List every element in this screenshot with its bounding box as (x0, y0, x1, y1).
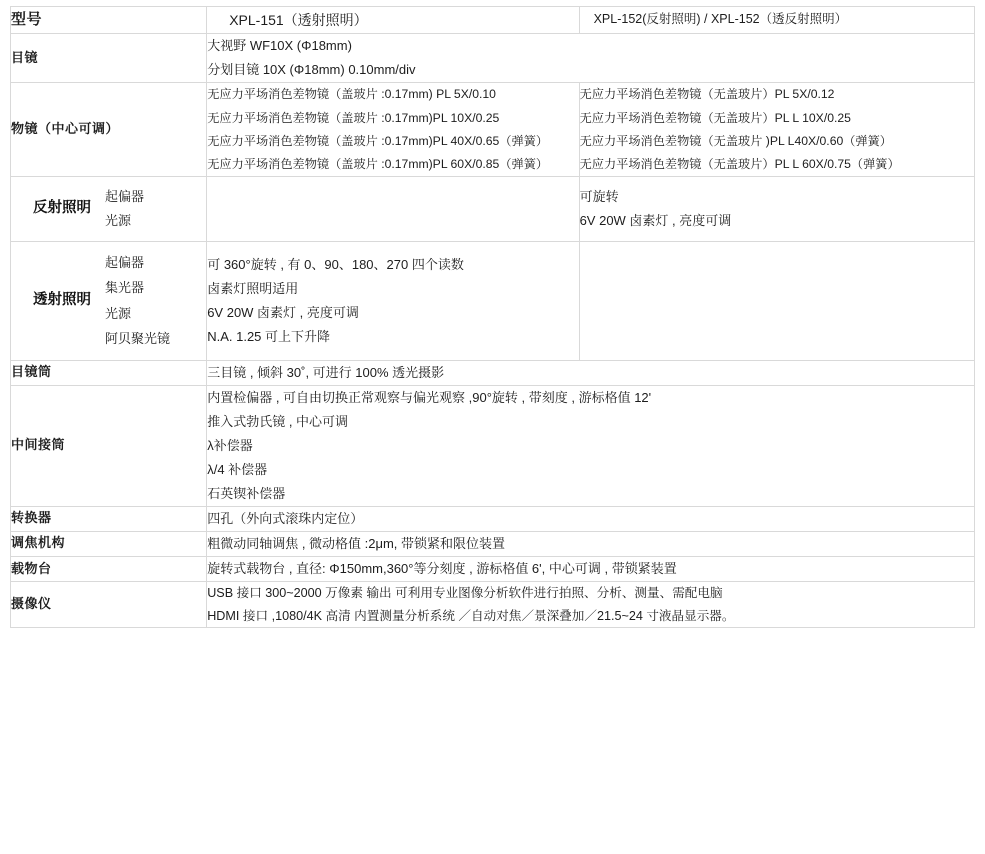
row-value-line: XPL-151（透射照明） (229, 11, 368, 28)
row-sublabels (105, 250, 170, 351)
row-value-line: 可旋转 (579, 189, 619, 205)
row-label: 中间接筒 (11, 385, 207, 506)
row-label: 目镜 (11, 34, 207, 83)
table-row (11, 242, 975, 360)
row-value-span (207, 531, 975, 556)
row-value-line: 无应力平场消色差物镜（盖玻片 :0.17mm)PL 10X/0.25 (207, 110, 500, 125)
row-value-transmitted (207, 7, 579, 34)
row-label: 透射照明 (33, 292, 91, 309)
row-label-group (11, 242, 207, 360)
row-value-transmitted-empty (207, 177, 579, 242)
row-sublabels (105, 185, 144, 233)
row-sublabel: 起偏器 (105, 189, 145, 205)
row-value-line: 无应力平场消色差物镜（无盖玻片）PL L 60X/0.75（弹簧） (579, 156, 900, 171)
row-value-reflected (579, 83, 974, 177)
row-label: 物镜（中心可调） (11, 83, 207, 177)
row-value-line: 石英锲补偿器 (207, 485, 286, 501)
row-value-line: 无应力平场消色差物镜（盖玻片 :0.17mm)PL 60X/0.85（弹簧） (207, 156, 549, 171)
specification-table (10, 6, 975, 628)
row-value-span (207, 385, 975, 506)
row-sublabel: 起偏器 (105, 255, 145, 271)
row-value-transmitted (207, 83, 579, 177)
row-value-line: 无应力平场消色差物镜（盖玻片 :0.17mm) PL 5X/0.10 (207, 87, 496, 102)
row-value-span (207, 506, 975, 531)
row-label: 反射照明 (33, 200, 91, 217)
row-value-line: 推入式勃氏镜 , 中心可调 (207, 413, 349, 429)
row-value-line: λ/4 补偿器 (207, 461, 268, 477)
row-value-line: 四孔（外向式滚珠内定位） (207, 510, 364, 526)
row-sublabel: 光源 (105, 305, 132, 321)
table-row (11, 581, 975, 627)
row-value-line: 6V 20W 卤素灯 , 亮度可调 (579, 213, 732, 229)
row-value-line: 粗微动同轴调焦 , 微动格值 :2μm, 带锁紧和限位装置 (207, 535, 506, 551)
row-value-line: 三目镜 , 倾斜 30˚, 可进行 100% 透光摄影 (207, 364, 445, 380)
row-label: 载物台 (11, 556, 207, 581)
row-sublabel: 阿贝聚光镜 (105, 331, 171, 347)
row-value-line: XPL-152(反射照明) / XPL-152（透反射照明） (593, 12, 848, 27)
row-value-span (207, 360, 975, 385)
row-value-transmitted (207, 242, 579, 360)
row-value-reflected (579, 177, 974, 242)
row-sublabel: 集光器 (105, 280, 145, 296)
table-row (11, 83, 975, 177)
row-label: 目镜筒 (11, 360, 207, 385)
row-value-line: 无应力平场消色差物镜（盖玻片 :0.17mm)PL 40X/0.65（弹簧） (207, 133, 549, 148)
row-value-line: 6V 20W 卤素灯 , 亮度可调 (207, 304, 359, 320)
table-row (11, 556, 975, 581)
row-value-line: 卤素灯照明适用 (207, 280, 299, 296)
table-row (11, 531, 975, 556)
row-sublabel: 光源 (105, 213, 132, 229)
row-value-line: 无应力平场消色差物镜（无盖玻片）PL L 10X/0.25 (579, 110, 851, 125)
row-value-line: λ补偿器 (207, 437, 253, 453)
table-row (11, 7, 975, 34)
row-label: 转换器 (11, 506, 207, 531)
row-value-line: 无应力平场消色差物镜（无盖玻片 )PL L40X/0.60（弹簧） (579, 133, 892, 148)
row-value-line: 旋转式载物台 , 直径: Φ150mm,360°等分刻度 , 游标格值 6', 中心可调 , 带锁紧装置 (207, 560, 677, 576)
row-value-line: HDMI 接口 ,1080/4K 高清 内置测量分析系统 ／自动对焦／景深叠加／21.5~24 寸液晶显示器。 (207, 608, 735, 623)
row-value-reflected-empty (579, 242, 974, 360)
row-value-line: 内置检偏器 , 可自由切换正常观察与偏光观察 ,90°旋转 , 带刻度 , 游标格值 12' (207, 389, 652, 405)
table-row (11, 360, 975, 385)
row-value-line: 大视野 WF10X (Φ18mm) (207, 38, 352, 54)
table-row (11, 506, 975, 531)
row-value-line: 分划目镜 10X (Φ18mm) 0.10mm/div (207, 62, 416, 78)
row-value-line: N.A. 1.25 可上下升降 (207, 328, 331, 344)
row-value-line: 无应力平场消色差物镜（无盖玻片）PL 5X/0.12 (579, 87, 835, 102)
row-label: 调焦机构 (11, 531, 207, 556)
row-value-span (207, 34, 975, 83)
row-value-line: 可 360°旋转 , 有 0、90、180、270 四个读数 (207, 256, 464, 272)
table-row (11, 177, 975, 242)
row-value-span (207, 556, 975, 581)
row-value-line: USB 接口 300~2000 万像素 输出 可利用专业图像分析软件进行拍照、分析、测量、需配电脑 (207, 585, 723, 600)
row-label: 型号 (11, 7, 207, 34)
table-row (11, 385, 975, 506)
row-value-reflected (579, 7, 974, 34)
row-value-span (207, 581, 975, 627)
row-label: 摄像仪 (11, 581, 207, 627)
row-label-group (11, 177, 207, 242)
table-row (11, 34, 975, 83)
